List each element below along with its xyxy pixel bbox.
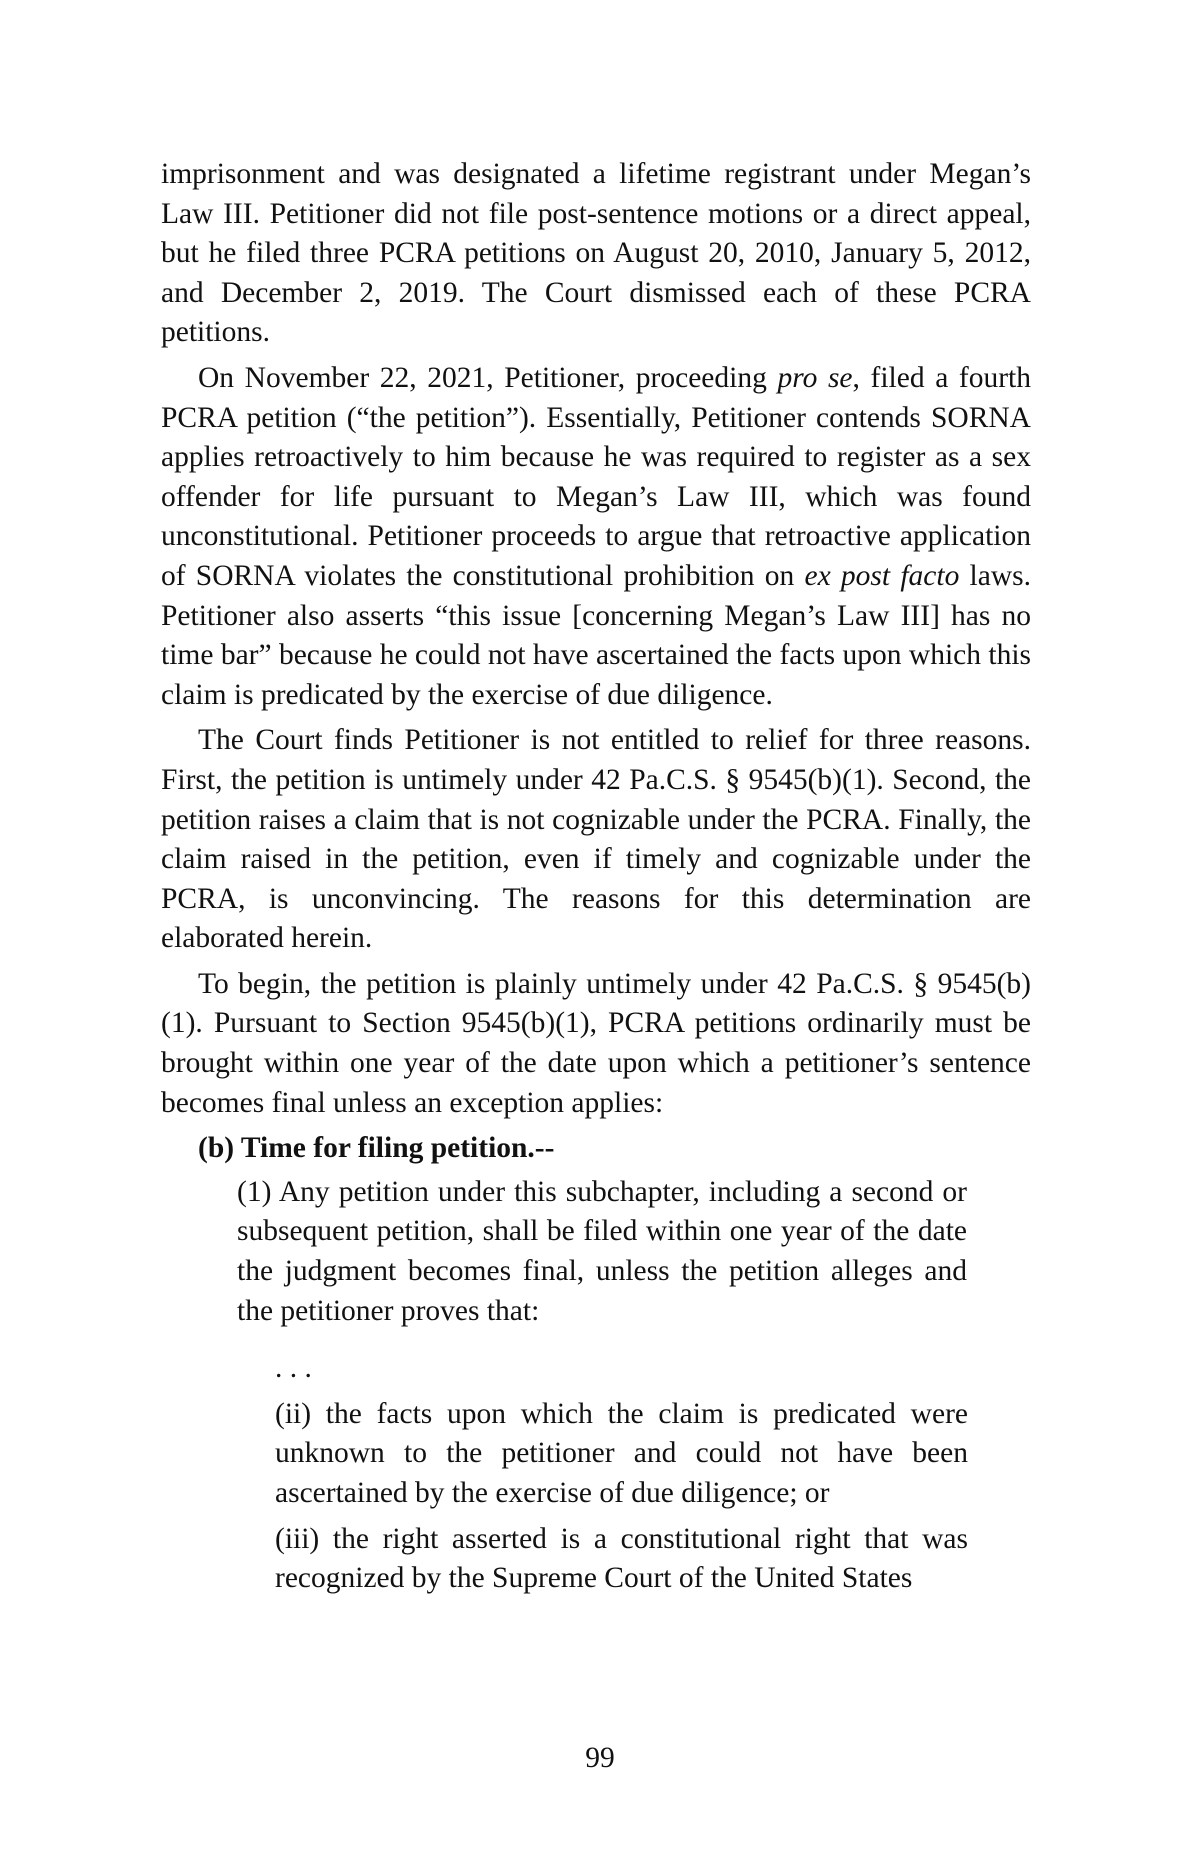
page-body [161,155,1031,1605]
paragraph-text: , filed a fourth PCRA petition (“the petition”). Essentially, Petitioner contends SORNA applies retroactively to him because he was required to register as a sex offender for life pursuant to Megan’s Law III, which was found unconstitutional. Petitioner proceeds to argue that retroactive application of SORNA violates the constitutional prohibition on [161,361,1031,592]
italic-term-ex-post-facto: ex post facto [804,559,960,592]
paragraph-text: laws. Petitioner also asserts “this issue [concerning Megan’s Law III] has no time bar” because he could not have ascertained the facts upon which this claim is predicated by the exercise of due diligence. [161,559,1032,711]
paragraph-court-finds: The Court finds Petitioner is not entitled to relief for three reasons. First, the petition is untimely under 42 Pa.C.S. § 9545(b)(1). Second, the petition raises a claim that is not cognizable under the PCRA. Finally, the claim raised in the petition, even if timely and cognizable under the PCRA, is unconvincing. The reasons for this determination are elaborated herein. [161,724,1031,955]
statute-clause-1: (1) Any petition under this subchapter, including a second or subsequent petition, shall be filed within one year of the date the judgment becomes final, unless the petition alleges and the petitioner proves that: [237,1175,967,1327]
italic-term-pro-se: pro se [777,361,853,394]
page-number: 99 [585,1742,615,1774]
statute-heading: (b) Time for filing petition.-- [198,1132,555,1165]
statute-subclause-iii: (iii) the right asserted is a constitutional right that was recognized by the Supreme Court of the United States [275,1522,968,1595]
statute-subclause-ii: (ii) the facts upon which the claim is predicated were unknown to the petitioner and could not have been ascertained by the exercise of due diligence; or [275,1397,968,1509]
paragraph-continued: imprisonment and was designated a lifetime registrant under Megan’s Law III. Petitioner did not file post-sentence motions or a direct appeal, but he filed three PCRA petitions on August 20, 2010, January 5, 2012, and December 2, 2019. The Court dismissed each of these PCRA petitions. [161,158,1031,349]
paragraph-to-begin: To begin, the petition is plainly untimely under 42 Pa.C.S. § 9545(b)(1). Pursuant to Section 9545(b)(1), PCRA petitions ordinarily must be brought within one year of the date upon which a petitioner’s sentence becomes final unless an exception applies: [161,967,1031,1119]
statute-ellipsis: . . . [275,1352,312,1385]
paragraph-fourth-petition [161,359,1031,715]
paragraph-text: On November 22, 2021, Petitioner, proceeding [198,361,778,394]
